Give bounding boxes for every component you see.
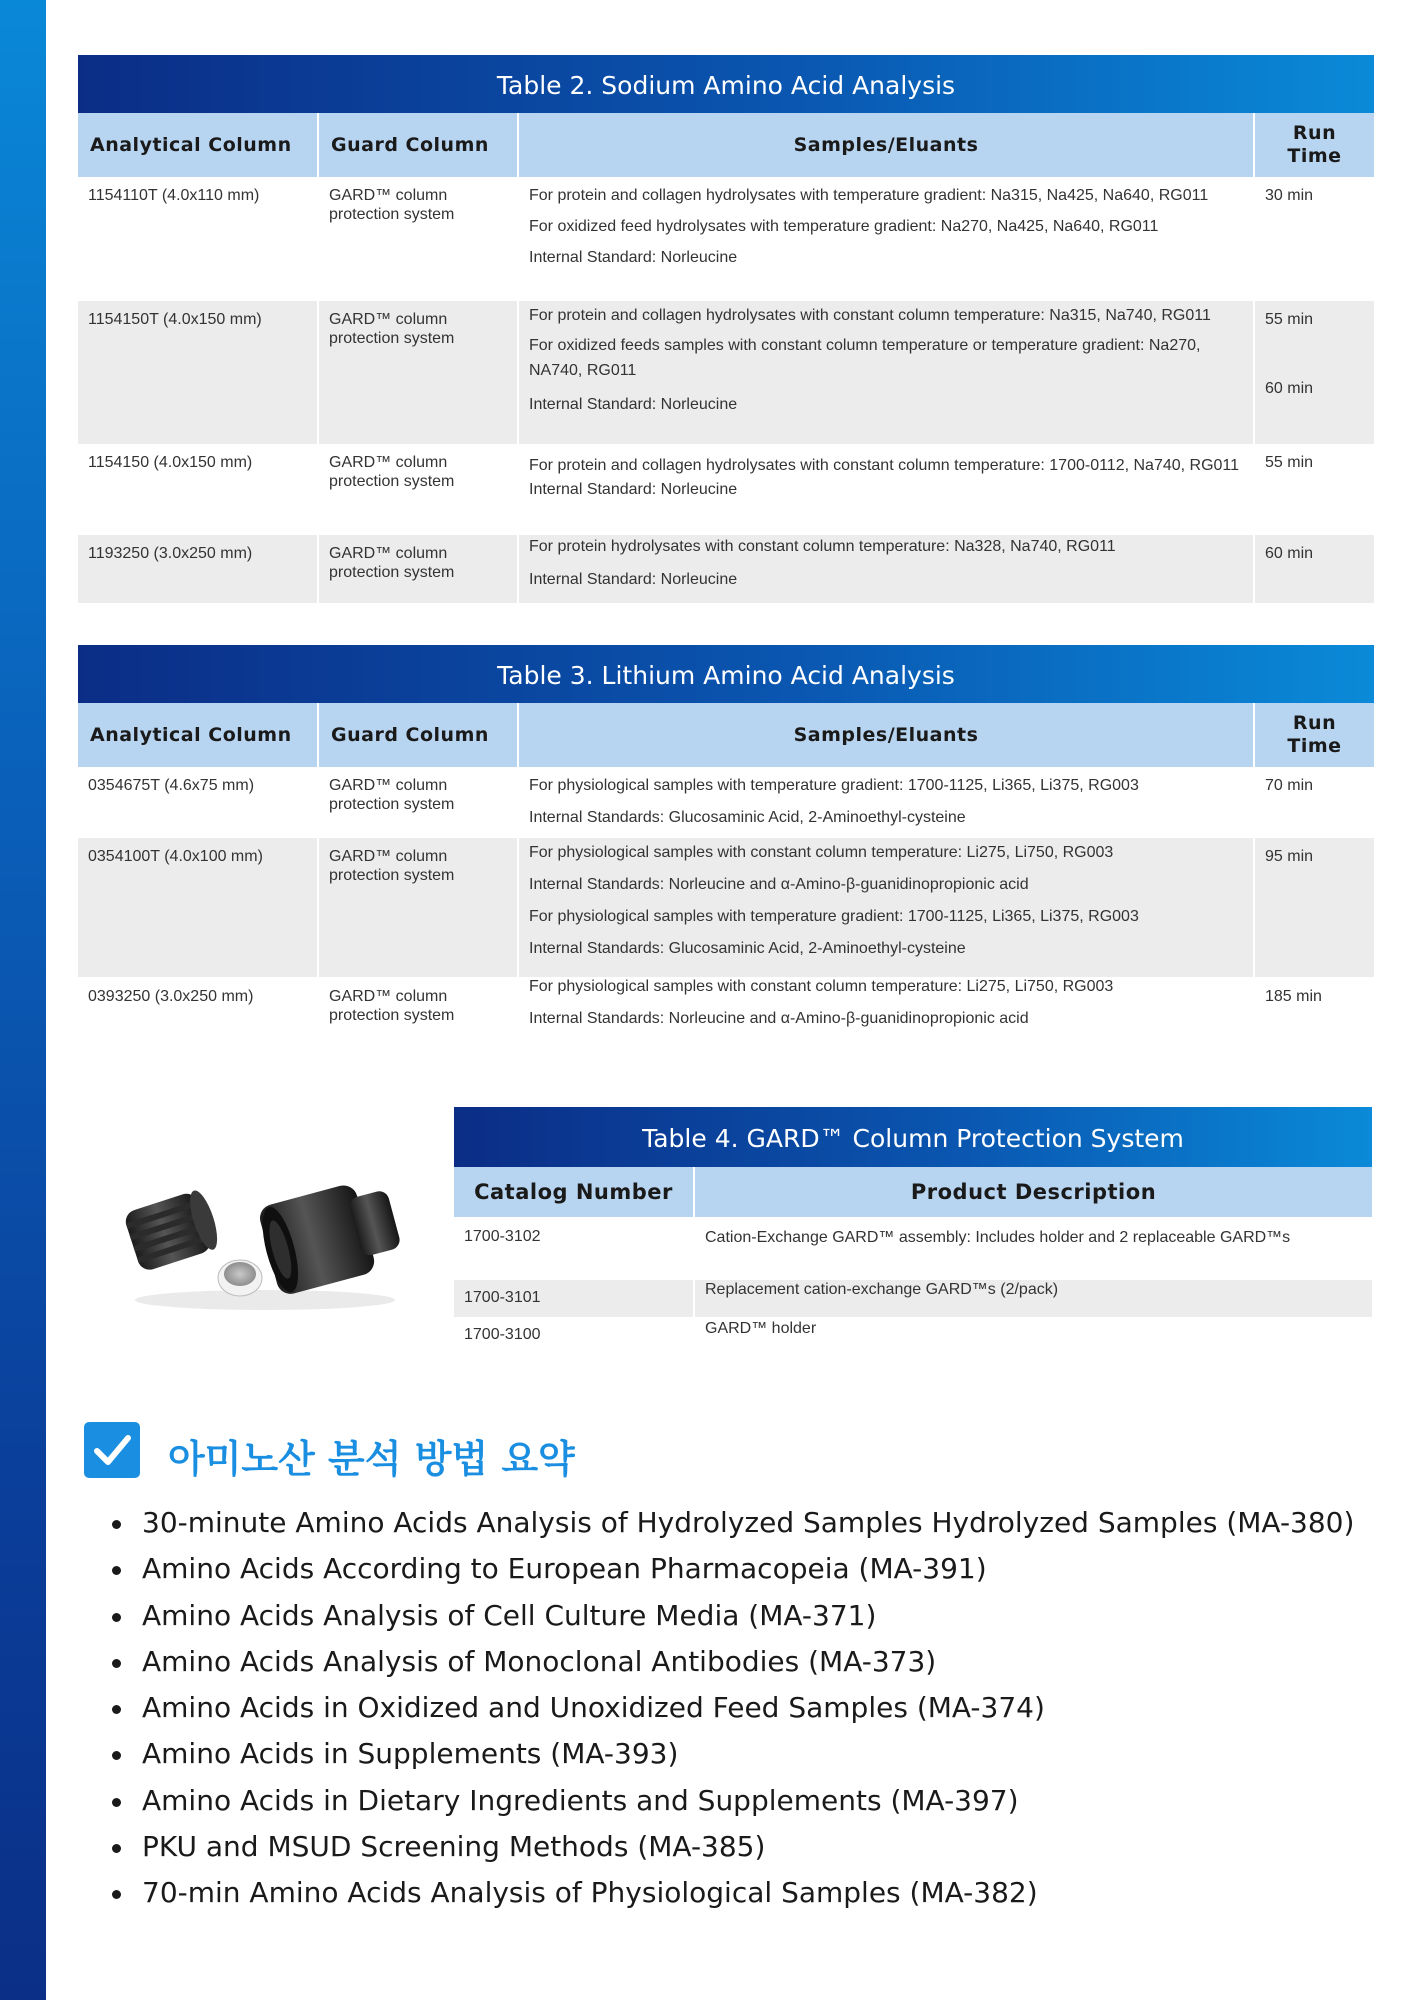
run-time-cell: 30 min <box>1254 177 1374 301</box>
header-product-description: Product Description <box>694 1167 1372 1217</box>
sample-line: For physiological samples with constant column temperature: Li275, Li750, RG003 <box>529 978 1114 995</box>
list-item: Amino Acids Analysis of Monoclonal Antibodies (MA-373) <box>110 1639 1390 1685</box>
table-gard-column-protection <box>454 1107 1372 1357</box>
samples-cell <box>518 767 1254 838</box>
table-lithium-amino-acid <box>78 645 1374 1047</box>
guard-column-cell: GARD™ column protection system <box>318 767 518 838</box>
table-header-row <box>454 1167 1372 1217</box>
list-item: Amino Acids According to European Pharmacopeia (MA-391) <box>110 1546 1390 1592</box>
guard-column-cell: GARD™ column protection system <box>318 301 518 444</box>
catalog-number-cell: 1700-3102 <box>464 1228 541 1245</box>
sample-line: Internal Standard: Norleucine <box>529 249 738 266</box>
gard-holder-photo <box>115 1160 405 1320</box>
table-title: Table 3. Lithium Amino Acid Analysis <box>78 645 1374 703</box>
samples-cell <box>518 977 1254 1047</box>
header-samples-eluants: Samples/Eluants <box>518 113 1254 177</box>
header-run-time: Run Time <box>1254 703 1374 767</box>
run-time-cell: 55 min <box>1254 444 1374 535</box>
analytical-column-cell: 1193250 (3.0x250 mm) <box>78 535 318 603</box>
sample-line: For oxidized feed hydrolysates with temperature gradient: Na270, Na425, Na640, RG011 <box>529 218 1159 235</box>
sample-line: For physiological samples with temperature gradient: 1700-1125, Li365, Li375, RG003 <box>529 908 1139 925</box>
samples-cell <box>518 444 1254 535</box>
table-header-row <box>78 113 1374 177</box>
guard-column-cell: GARD™ column protection system <box>318 535 518 603</box>
run-time-cell: 70 min <box>1254 767 1374 838</box>
analytical-column-cell: 1154150T (4.0x150 mm) <box>78 301 318 444</box>
product-description-cell: Cation-Exchange GARD™ assembly: Includes holder and 2 replaceable GARD™s <box>694 1217 1372 1280</box>
run-time-cell: 95 min <box>1254 838 1374 977</box>
sample-line: For protein and collagen hydrolysates with constant column temperature: 1700-0112, Na740, RG011 <box>529 457 1240 474</box>
analytical-column-cell: 0354675T (4.6x75 mm) <box>88 777 255 794</box>
samples-cell <box>518 838 1254 977</box>
product-description-cell: GARD™ holder <box>694 1317 1372 1357</box>
header-catalog-number: Catalog Number <box>454 1167 694 1217</box>
run-time-cell <box>1254 301 1374 444</box>
sample-line: Internal Standard: Norleucine <box>529 396 738 413</box>
table-header-row <box>78 703 1374 767</box>
sample-line: Internal Standard: Norleucine <box>529 571 738 588</box>
guard-column-cell: GARD™ column protection system <box>318 977 518 1047</box>
catalog-number-cell: 1700-3100 <box>464 1326 541 1343</box>
guard-column-cell: GARD™ column protection system <box>318 177 518 301</box>
sample-line: Internal Standards: Glucosaminic Acid, 2-Aminoethyl-cysteine <box>529 809 966 826</box>
sample-line: For protein and collagen hydrolysates with temperature gradient: Na315, Na425, Na640, RG011 <box>529 187 1209 204</box>
table-row <box>78 977 1374 1047</box>
list-item: 70-min Amino Acids Analysis of Physiological Samples (MA-382) <box>110 1870 1390 1916</box>
header-run-time: Run Time <box>1254 113 1374 177</box>
table-row <box>454 1217 1372 1280</box>
table-row <box>78 767 1374 838</box>
samples-cell <box>518 535 1254 603</box>
list-item: Amino Acids in Dietary Ingredients and Supplements (MA-397) <box>110 1778 1390 1824</box>
table-sodium-amino-acid <box>78 55 1374 603</box>
sample-line: Internal Standard: Norleucine <box>529 481 738 498</box>
header-analytical-column: Analytical Column <box>78 703 318 767</box>
run-time-cell: 185 min <box>1254 977 1374 1047</box>
checkbox-checked-icon <box>84 1422 140 1478</box>
guard-column-cell: GARD™ column protection system <box>318 838 518 977</box>
analytical-column-cell: 1154150 (4.0x150 mm) <box>88 454 253 471</box>
header-analytical-column: Analytical Column <box>78 113 318 177</box>
sample-line: For oxidized feeds samples with constant column temperature or temperature gradient: Na270, NA740, RG011 <box>529 337 1201 379</box>
side-accent-bar <box>0 0 46 2000</box>
list-item: Amino Acids in Supplements (MA-393) <box>110 1731 1390 1777</box>
table-row <box>78 301 1374 444</box>
analytical-column-cell: 0354100T (4.0x100 mm) <box>78 838 318 977</box>
sample-line: For physiological samples with constant column temperature: Li275, Li750, RG003 <box>529 844 1114 861</box>
header-guard-column: Guard Column <box>318 113 518 177</box>
sample-line: For protein and collagen hydrolysates with constant column temperature: Na315, Na740, RG011 <box>529 307 1211 324</box>
table-row <box>454 1317 1372 1357</box>
table-row <box>78 535 1374 603</box>
samples-cell <box>518 301 1254 444</box>
catalog-number-cell: 1700-3101 <box>454 1280 694 1317</box>
samples-cell <box>518 177 1254 301</box>
header-guard-column: Guard Column <box>318 703 518 767</box>
method-list <box>110 1500 1390 1917</box>
run-time-value: 60 min <box>1265 380 1314 397</box>
table-row <box>78 444 1374 535</box>
summary-title: 아미노산 분석 방법 요약 <box>168 1437 575 1481</box>
sample-line: For physiological samples with temperature gradient: 1700-1125, Li365, Li375, RG003 <box>529 777 1139 794</box>
table-row <box>78 838 1374 977</box>
sample-line: For protein hydrolysates with constant column temperature: Na328, Na740, RG011 <box>529 538 1116 555</box>
run-time-value: 55 min <box>1265 311 1314 328</box>
list-item: PKU and MSUD Screening Methods (MA-385) <box>110 1824 1390 1870</box>
header-samples-eluants: Samples/Eluants <box>518 703 1254 767</box>
table-title: Table 4. GARD™ Column Protection System <box>454 1107 1372 1167</box>
sample-line: Internal Standards: Norleucine and α-Amino-β-guanidinopropionic acid <box>529 876 1029 893</box>
table-row <box>454 1280 1372 1317</box>
run-time-cell: 60 min <box>1254 535 1374 603</box>
product-description-cell: Replacement cation-exchange GARD™s (2/pack) <box>694 1280 1372 1317</box>
list-item: 30-minute Amino Acids Analysis of Hydrolyzed Samples Hydrolyzed Samples (MA-380) <box>110 1500 1390 1546</box>
list-item: Amino Acids Analysis of Cell Culture Media (MA-371) <box>110 1593 1390 1639</box>
sample-line: Internal Standards: Norleucine and α-Amino-β-guanidinopropionic acid <box>529 1010 1029 1027</box>
list-item: Amino Acids in Oxidized and Unoxidized Feed Samples (MA-374) <box>110 1685 1390 1731</box>
table-row <box>78 177 1374 301</box>
analytical-column-cell: 1154110T (4.0x110 mm) <box>88 187 260 204</box>
guard-column-cell: GARD™ column protection system <box>318 444 518 535</box>
analytical-column-cell: 0393250 (3.0x250 mm) <box>88 988 254 1005</box>
table-title: Table 2. Sodium Amino Acid Analysis <box>78 55 1374 113</box>
sample-line: Internal Standards: Glucosaminic Acid, 2-Aminoethyl-cysteine <box>529 940 966 957</box>
